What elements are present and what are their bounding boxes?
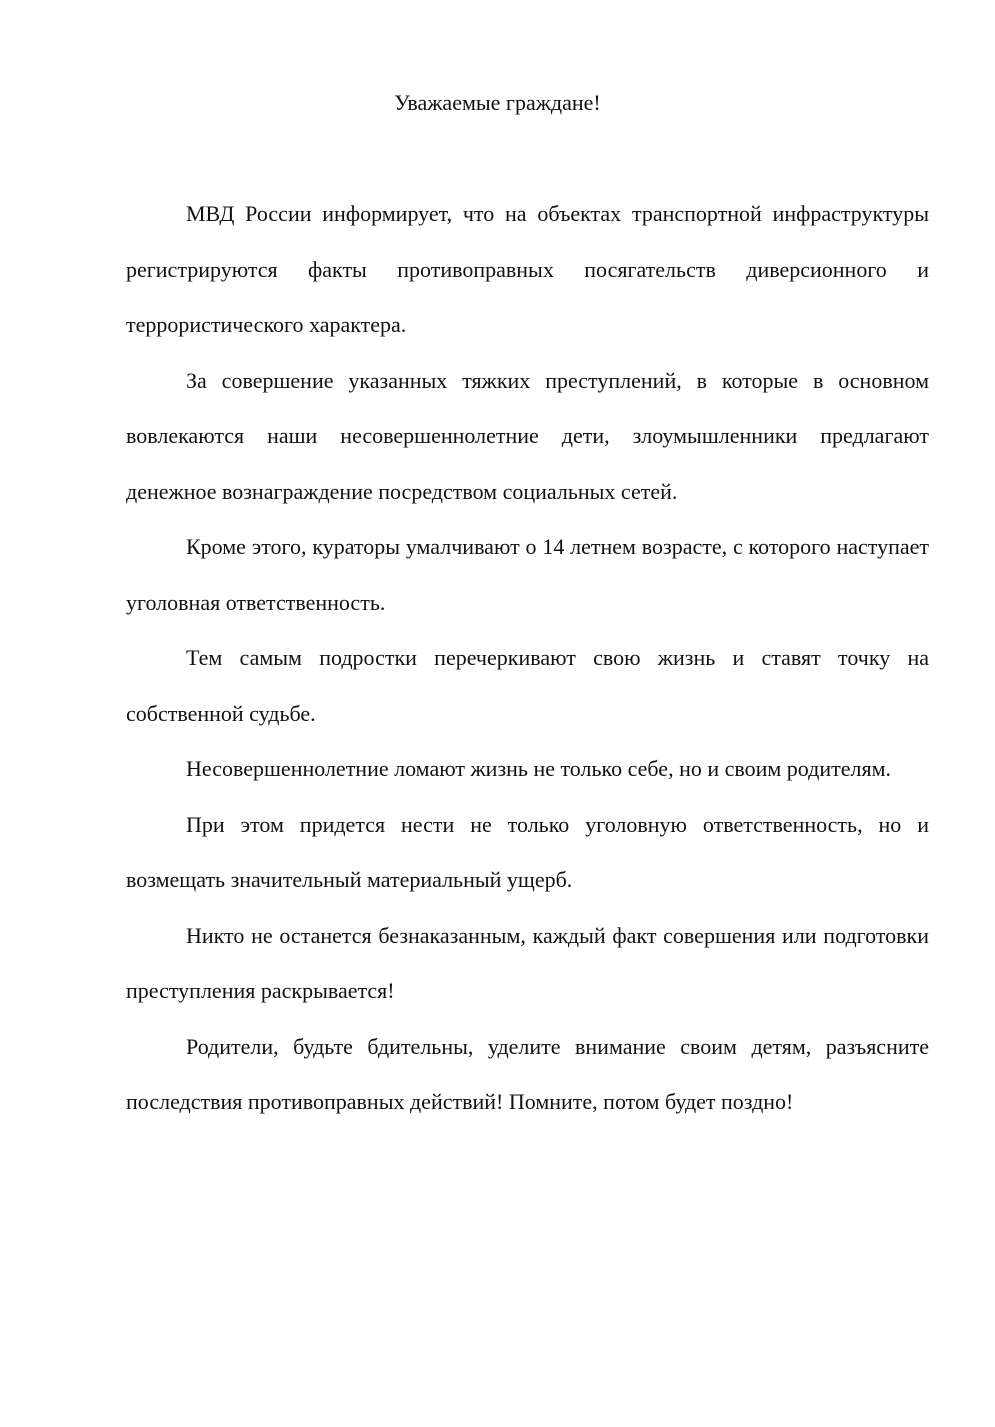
paragraph: При этом придется нести не только уголовную ответственность, но и возмещать значительный материальный ущерб. (126, 811, 929, 892)
paragraph: Несовершеннолетние ломают жизнь не только себе, но и своим родителям. (186, 756, 892, 781)
document-body (126, 186, 929, 1130)
paragraph: Никто не останется безнаказанным, каждый факт совершения или подготовки преступления раскрывается! (126, 922, 929, 1003)
paragraph: Кроме этого, кураторы умалчивают о 14 летнем возрасте, с которого наступает уголовная ответственность. (126, 534, 929, 615)
paragraph: Родители, будьте бдительны, уделите внимание своим детям, разъясните последствия противоправных действий! Помните, потом будет поздно! (126, 1033, 929, 1114)
paragraph: За совершение указанных тяжких преступлений, в которые в основном вовлекаются наши несовершеннолетние дети, злоумышленники предлагают денежное вознаграждение посредством социальных сетей. (126, 367, 929, 504)
document-title: Уважаемые граждане! (394, 90, 601, 115)
paragraph: Тем самым подростки перечеркивают свою жизнь и ставят точку на собственной судьбе. (126, 645, 929, 726)
paragraph: МВД России информирует, что на объектах транспортной инфраструктуры регистрируются факты противоправных посягательств диверсионного и террористического характера. (126, 201, 929, 337)
